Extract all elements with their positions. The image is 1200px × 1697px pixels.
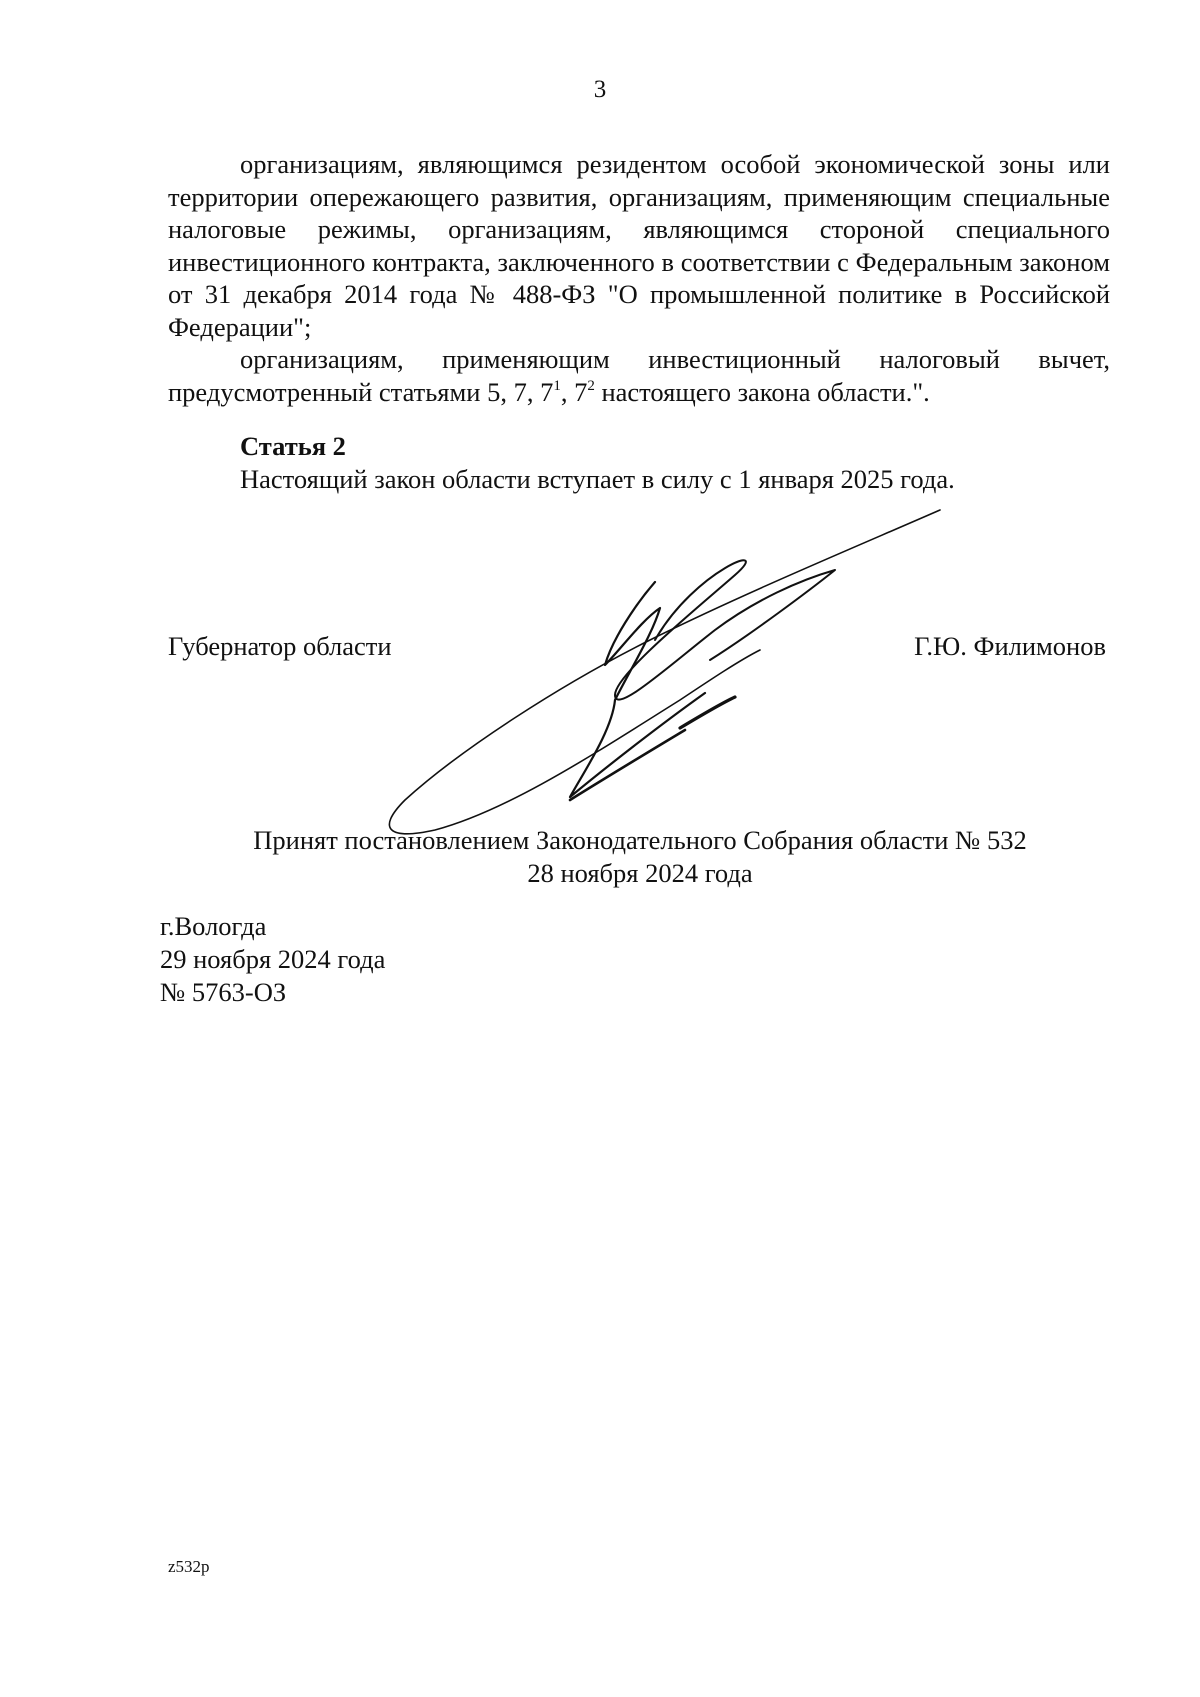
adoption-line-1: Принят постановлением Законодательного Собрания области № 532 <box>253 825 1027 855</box>
paragraph-suffix: настоящего закона области.". <box>594 376 930 407</box>
paragraph-prefix: организациям, применяющим инвестиционный налоговый вычет, предусмотренный статьями 5, 7, 7 <box>168 344 1110 407</box>
article-2 <box>240 430 955 496</box>
signature-heavy-dash <box>680 697 735 728</box>
law-text <box>168 148 1110 408</box>
article-text: Настоящий закон области вступает в силу с 1 января 2025 года. <box>240 464 955 494</box>
place-date-number <box>160 910 385 1009</box>
signature-long-stroke <box>389 510 940 834</box>
adoption-line-2: 28 ноября 2024 года <box>527 858 753 888</box>
paragraph-investment-deduction <box>168 343 1110 408</box>
superscript-two: 2 <box>587 377 595 394</box>
superscript-one: 1 <box>553 377 561 394</box>
adoption-note <box>0 824 1200 890</box>
paragraph-organizations-zones: организациям, являющимся резидентом особой экономической зоны или территории опережающего развития, организациям, применяющим специальные налоговые режимы, организациям, являющимся стороной специального инвестиционного контракта, заключенного в соответствии с Федеральным законом от 31 декабря 2014 года № 488-ФЗ "О промышленной политике в Российской Федерации"; <box>168 149 1110 342</box>
document-code: z532p <box>168 1557 210 1576</box>
signature-main-loop <box>615 560 835 699</box>
paragraph-mid: , 7 <box>560 376 588 407</box>
signing-date: 29 ноября 2024 года <box>160 944 386 974</box>
article-title: Статья 2 <box>240 431 346 461</box>
law-number: № 5763-ОЗ <box>160 977 287 1007</box>
governor-name: Г.Ю. Филимонов <box>914 631 1106 661</box>
handwritten-signature <box>380 500 950 840</box>
governor-position: Губернатор области <box>168 631 392 661</box>
city: г.Вологда <box>160 911 267 941</box>
page-number: 3 <box>593 76 607 103</box>
